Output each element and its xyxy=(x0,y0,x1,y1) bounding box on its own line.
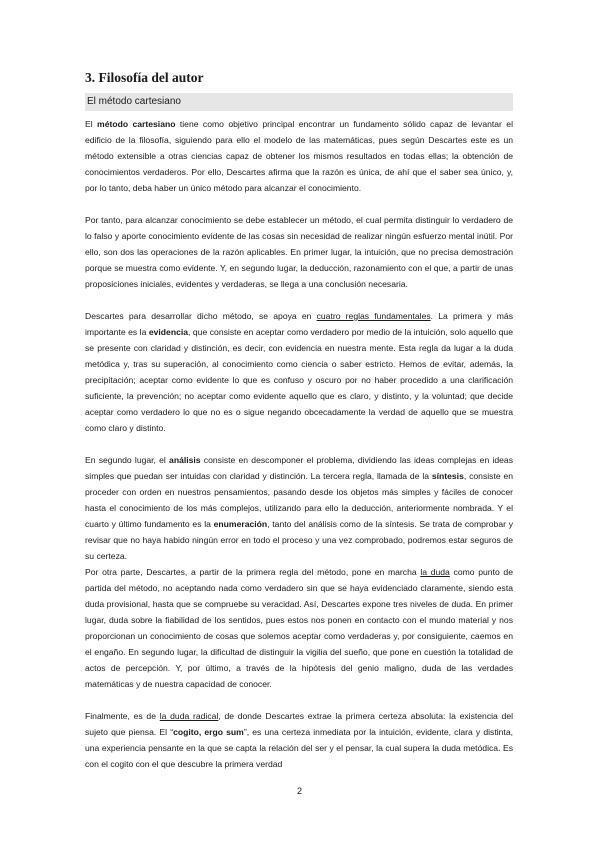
paragraph-la-duda xyxy=(85,564,513,692)
paragraph-cuatro-reglas xyxy=(85,308,513,436)
underlined-term: cuatro reglas fundamentales xyxy=(316,311,431,321)
text-run: , de donde Descartes extrae la primera certeza absoluta: la existencia del sujeto que piensa. El “ xyxy=(85,711,514,737)
text-run: Descartes para desarrollar dicho método, se apoya en xyxy=(85,311,317,321)
bold-term: síntesis xyxy=(431,471,464,481)
bold-term: evidencia xyxy=(148,327,189,337)
text-run: tiene como objetivo principal encontrar un fundamento sólido capaz de levantar el edificio de la filosofía, siguiendo para ello el modelo de las matemáticas, pues según Descartes este es un método extensible a otras ciencias capaz de obtener los mismos resultados en todas ellas; la obtención de conocimientos verdaderos. Por ello, Descartes afirma que la razón es única, de ahí que el saber sea único, y, por lo tanto, deba haber un único método para alcanzar el conocimiento. xyxy=(85,119,513,193)
paragraph-duda-radical xyxy=(85,708,513,772)
text-run: , que consiste en aceptar como verdadero por medio de la intuición, solo aquello que se presente con claridad y distinción, es decir, con evidencia en nuestra mente. Esta regla da lugar a la duda metódica y, tras su superación, al conocimiento como ciencia o saber estricto. Hemos de evitar, además, la precipitación; aceptar como evidente lo que es confuso y oscuro por no haber procedido a una clarificación suficiente, la prevención; no aceptar como evidente aquello que es claro, y distinto, y la voluntad; que decide aceptar como verdadero lo que no es o sigue negando obcecadamente la verdad de aquello que se muestra como claro y distinto. xyxy=(85,327,513,433)
text-run: En segundo lugar, el xyxy=(85,455,170,465)
text-run: ”, es una certeza inmediata por la intuición, evidente, clara y distinta, una experiencia pensante en la que se capta la relación del ser y el pensar, la cual supera la duda metódica. Es con el cogito con el que descubre la primera verdad xyxy=(85,727,513,769)
underlined-term: la duda xyxy=(420,567,450,577)
text-run: . La primera y más importante es la xyxy=(85,311,513,337)
paragraph-intuicion-deduccion xyxy=(85,212,513,292)
text-run: El xyxy=(85,119,98,129)
section-heading: 3. Filosofía del autor xyxy=(85,70,204,85)
bold-term: análisis xyxy=(169,455,201,465)
page-number: 2 xyxy=(296,786,302,796)
bold-term: método cartesiano xyxy=(97,119,176,129)
text-run: , tanto del análisis como de la síntesis. Se trata de comprobar y revisar que no haya habido ningún error en todo el proceso y una vez comprobado, podremos estar seguros de su certeza. xyxy=(85,519,513,561)
subheading: El método cartesiano xyxy=(85,93,513,111)
paragraph-analisis-sintesis xyxy=(85,452,513,564)
bold-term: enumeración xyxy=(213,519,268,529)
text-run: Por otra parte, Descartes, a partir de la primera regla del método, pone en marcha xyxy=(85,567,421,577)
text-run: consiste en descomponer el problema, dividiendo las ideas complejas en ideas simples que puedan ser intuidas con claridad y distinción. La tercera regla, llamada de la xyxy=(85,455,513,481)
text-run: , consiste en proceder con orden en nuestros pensamientos, pasando desde los objetos más simples y fáciles de conocer hasta el conocimiento de los más complejos, utilizando para ello la deducción, anteriormente nombrada. Y el cuarto y último fundamento es la xyxy=(85,471,514,529)
paragraph-metodo-cartesiano xyxy=(85,116,513,196)
underlined-term: la duda radical xyxy=(159,711,219,721)
text-run: Finalmente, es de xyxy=(85,711,160,721)
text-run: Por tanto, para alcanzar conocimiento se debe establecer un método, el cual permita distinguir lo verdadero de lo falso y aporte conocimiento evidente de las cosas sin necesidad de realizar ningún esfuerzo mental inútil. Por ello, son dos las operaciones de la razón aplicables. En primer lugar, la intuición, que no precisa demostración porque se muestra como evidente. Y, en segundo lugar, la deducción, razonamiento con el que, a partir de unas proposiciones iniciales, evidentes y verdaderas, se llega a una conclusión necesaria. xyxy=(85,215,513,289)
text-run: como punto de partida del método, no aceptando nada como verdadero sin que se haya evidenciado claramente, siendo esta duda provisional, hasta que se compruebe su veracidad. Así, Descartes expone tres niveles de duda. En primer lugar, duda sobre la fiabilidad de los sentidos, pues estos nos ponen en contacto con el mundo material y nos proporcionan un conocimiento de cosas que solemos aceptar como verdaderas y, por consiguiente, caemos en el engaño. En segundo lugar, la dificultad de distinguir la vigilia del sueño, que pone en cuestión la totalidad de actos de percepción. Y, por último, a través de la hipótesis del genio maligno, duda de las verdades matemáticas y de nuestra capacidad de conocer. xyxy=(85,567,513,689)
bold-term: cogito, ergo sum xyxy=(173,727,244,737)
